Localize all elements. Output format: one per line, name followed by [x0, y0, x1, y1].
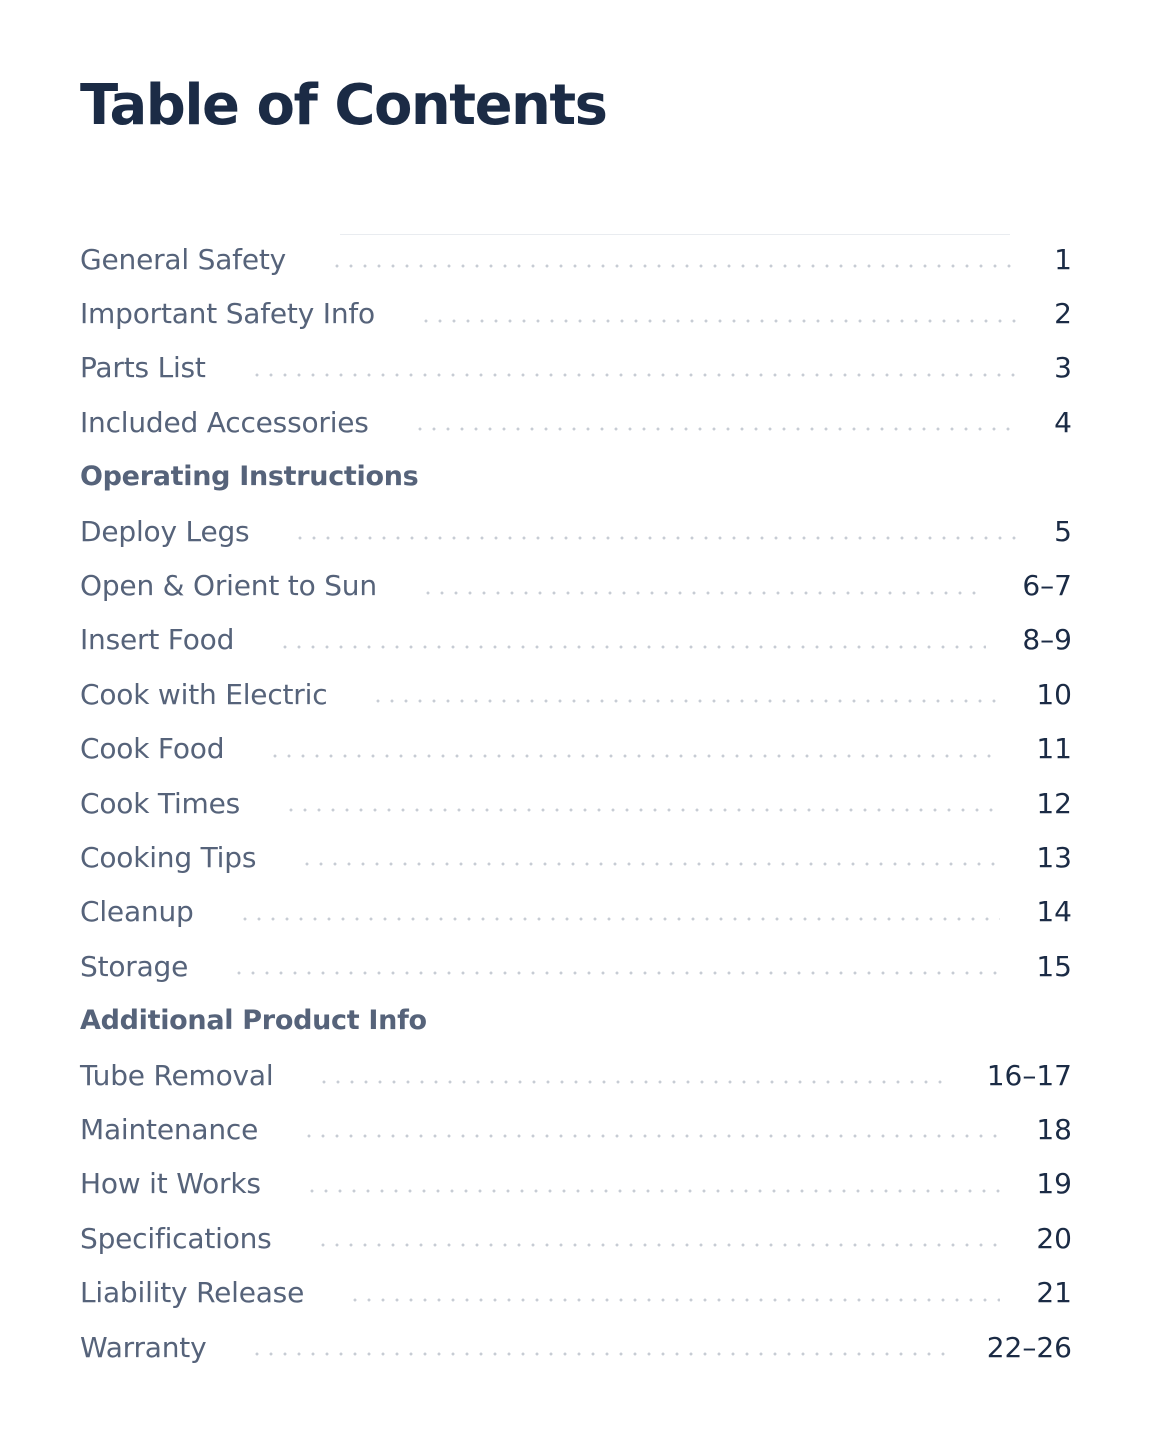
dot-leader	[419, 319, 1016, 323]
toc-entry-page: 12	[1036, 786, 1072, 820]
toc-entry-page: 10	[1036, 677, 1072, 711]
toc-entry-label: Important Safety Info	[80, 297, 375, 331]
toc-section-heading: Additional Product Info	[80, 1005, 427, 1037]
dot-leader	[317, 1080, 950, 1084]
dot-leader	[268, 754, 1000, 758]
toc-entry-label: Specifications	[80, 1221, 272, 1255]
toc-entry-page: 18	[1036, 1112, 1072, 1146]
toc-entry-liability-release[interactable]	[80, 1265, 1072, 1319]
toc-entry-parts-list[interactable]	[80, 341, 1072, 395]
toc-entry-insert-food[interactable]	[80, 613, 1072, 667]
toc-entry-label: Cook with Electric	[80, 677, 328, 711]
toc-section-heading: Operating Instructions	[80, 461, 419, 493]
dot-leader	[413, 427, 1016, 431]
toc-entry-how-it-works[interactable]	[80, 1157, 1072, 1211]
toc-entry-label: Cooking Tips	[80, 840, 257, 874]
toc-entry-label: Storage	[80, 949, 189, 983]
toc-entry-label: Warranty	[80, 1330, 207, 1364]
dot-leader	[250, 373, 1016, 377]
dot-leader	[305, 1189, 1001, 1193]
dot-leader	[293, 536, 1016, 540]
toc-entry-page: 8–9	[1022, 623, 1072, 657]
dot-leader	[421, 591, 986, 595]
toc-entry-cooking-tips[interactable]	[80, 830, 1072, 884]
toc-entry-label: Cook Times	[80, 786, 241, 820]
toc-entry-label: Parts List	[80, 351, 206, 385]
toc-entry-label: Tube Removal	[80, 1058, 274, 1092]
dot-leader	[371, 699, 1000, 703]
toc-entry-page: 19	[1036, 1167, 1072, 1201]
dot-leader	[232, 971, 1000, 975]
toc-entry-page: 3	[1054, 351, 1072, 385]
toc-entry-page: 20	[1036, 1221, 1072, 1255]
toc-entry-storage[interactable]	[80, 939, 1072, 993]
toc-entry-label: Open & Orient to Sun	[80, 569, 377, 603]
toc-entry-warranty[interactable]	[80, 1320, 1072, 1374]
toc-entry-page: 1	[1054, 242, 1072, 276]
toc-entry-page: 11	[1036, 732, 1072, 766]
dot-leader	[302, 1134, 1000, 1138]
toc-entry-general-safety[interactable]	[80, 232, 1072, 286]
toc-entry-label: Insert Food	[80, 623, 235, 657]
toc-entry-page: 4	[1054, 405, 1072, 439]
toc-entry-page: 16–17	[986, 1058, 1072, 1092]
dot-leader	[284, 808, 1000, 812]
toc-entry-page: 13	[1036, 840, 1072, 874]
toc-entry-cleanup[interactable]	[80, 885, 1072, 939]
toc-entry-page: 22–26	[986, 1330, 1072, 1364]
toc-entry-specifications[interactable]	[80, 1211, 1072, 1265]
toc-entry-important-safety-info[interactable]	[80, 286, 1072, 340]
toc-entry-included-accessories[interactable]	[80, 395, 1072, 449]
toc-entry-label: How it Works	[80, 1167, 261, 1201]
toc-entry-tube-removal[interactable]	[80, 1048, 1072, 1102]
toc-entry-page: 6–7	[1022, 569, 1072, 603]
toc-entry-label: Maintenance	[80, 1112, 259, 1146]
toc-entry-page: 5	[1054, 514, 1072, 548]
dot-leader	[348, 1298, 1000, 1302]
toc-entry-page: 21	[1036, 1276, 1072, 1310]
toc-entry-page: 2	[1054, 297, 1072, 331]
toc-entry-cook-times[interactable]	[80, 776, 1072, 830]
toc-list	[80, 232, 1072, 1374]
toc-entry-open-orient-to-sun[interactable]	[80, 558, 1072, 612]
dot-leader	[250, 1352, 950, 1356]
toc-entry-label: Deploy Legs	[80, 514, 250, 548]
toc-entry-label: Cook Food	[80, 732, 225, 766]
toc-entry-label: Liability Release	[80, 1276, 305, 1310]
dot-leader	[278, 645, 986, 649]
toc-section-operating-instructions	[80, 450, 1072, 504]
dot-leader	[330, 264, 1016, 268]
dot-leader	[300, 862, 1000, 866]
toc-entry-label: Cleanup	[80, 895, 194, 929]
toc-entry-cook-with-electric[interactable]	[80, 667, 1072, 721]
toc-entry-cook-food[interactable]	[80, 722, 1072, 776]
toc-entry-maintenance[interactable]	[80, 1102, 1072, 1156]
toc-entry-label: Included Accessories	[80, 405, 369, 439]
toc-section-additional-product-info	[80, 993, 1072, 1047]
toc-entry-page: 15	[1036, 949, 1072, 983]
toc-entry-label: General Safety	[80, 242, 287, 276]
page-title: Table of Contents	[80, 73, 607, 138]
dot-leader	[316, 1243, 1001, 1247]
toc-entry-page: 14	[1036, 895, 1072, 929]
toc-entry-deploy-legs[interactable]	[80, 504, 1072, 558]
dot-leader	[238, 917, 1001, 921]
